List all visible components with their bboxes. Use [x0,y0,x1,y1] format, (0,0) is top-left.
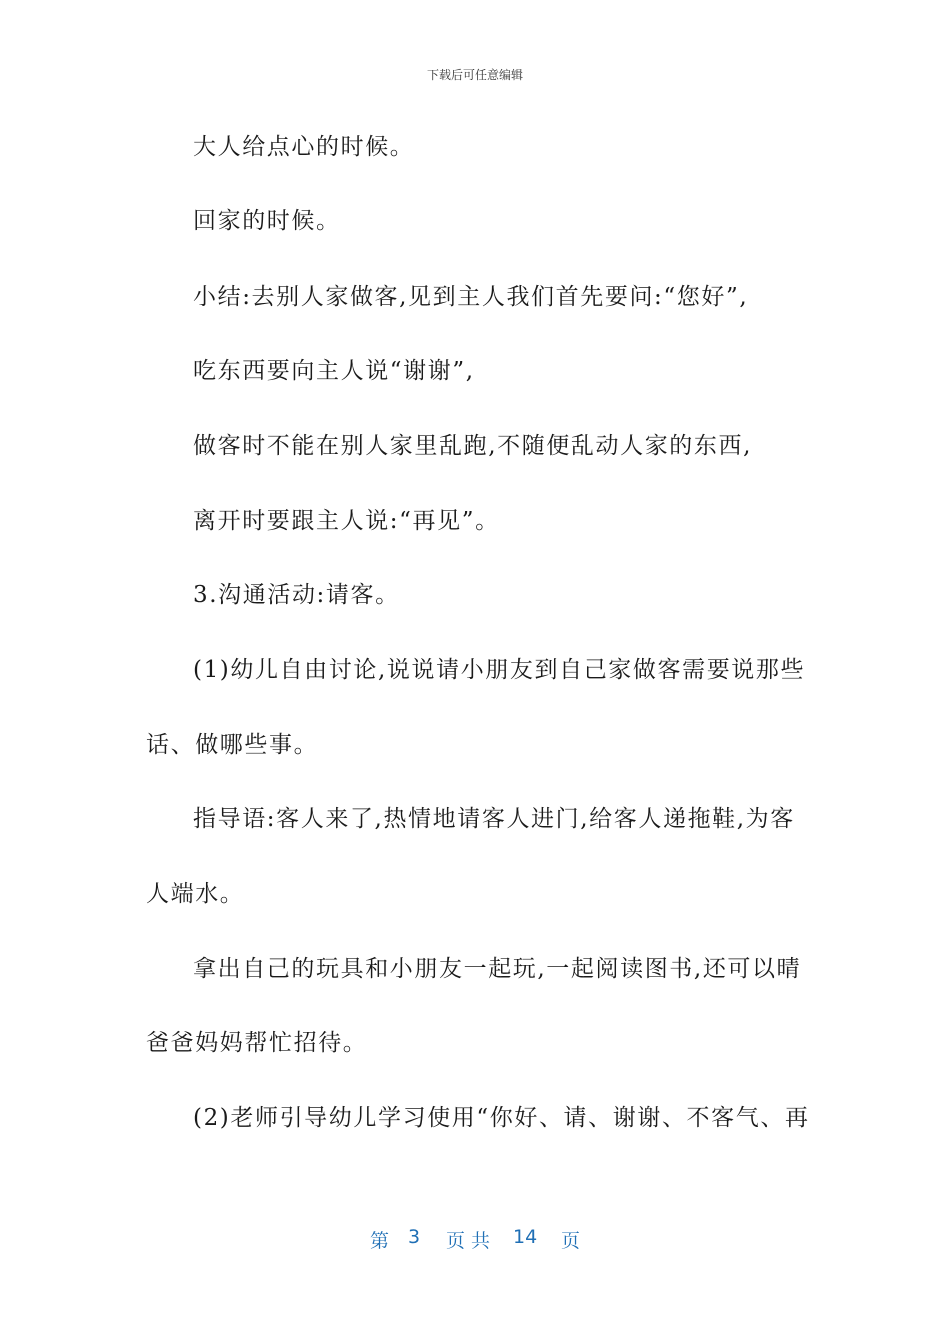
text-line: 爸爸妈妈帮忙招待。 [146,1030,368,1056]
page-footer [0,1226,950,1252]
text-line: (1)幼儿自由讨论,说说请小朋友到自己家做客需要说那些 [193,657,806,683]
footer-current-page: 3 [408,1226,421,1248]
footer-ye-gong: 页 共 [446,1230,491,1252]
text-line: 小结:去别人家做客,见到主人我们首先要问:“您好”, [193,284,749,310]
text-line: 指导语:客人来了,热情地请客人进门,给客人递拖鞋,为客 [193,806,795,832]
text-line: 拿出自己的玩具和小朋友一起玩,一起阅读图书,还可以晴 [193,956,802,982]
footer-di: 第 [370,1230,390,1252]
text-line: 吃东西要向主人说“谢谢”, [193,358,475,384]
header-note: 下载后可任意编辑 [426,68,523,82]
text-line: 人端水。 [146,881,245,907]
text-line: 做客时不能在别人家里乱跑,不随便乱动人家的东西, [193,433,753,459]
text-line: 大人给点心的时候。 [193,134,415,160]
text-line: 话、做哪些事。 [146,732,319,758]
text-line: 回家的时候。 [193,208,341,234]
text-line: 3.沟通活动:请客。 [193,582,400,608]
footer-total-pages: 14 [513,1226,538,1248]
footer-ye: 页 [561,1230,581,1252]
text-line: 离开时要跟主人说:“再见”。 [193,508,500,534]
text-line: (2)老师引导幼儿学习使用“你好、请、谢谢、不客气、再 [193,1105,810,1131]
